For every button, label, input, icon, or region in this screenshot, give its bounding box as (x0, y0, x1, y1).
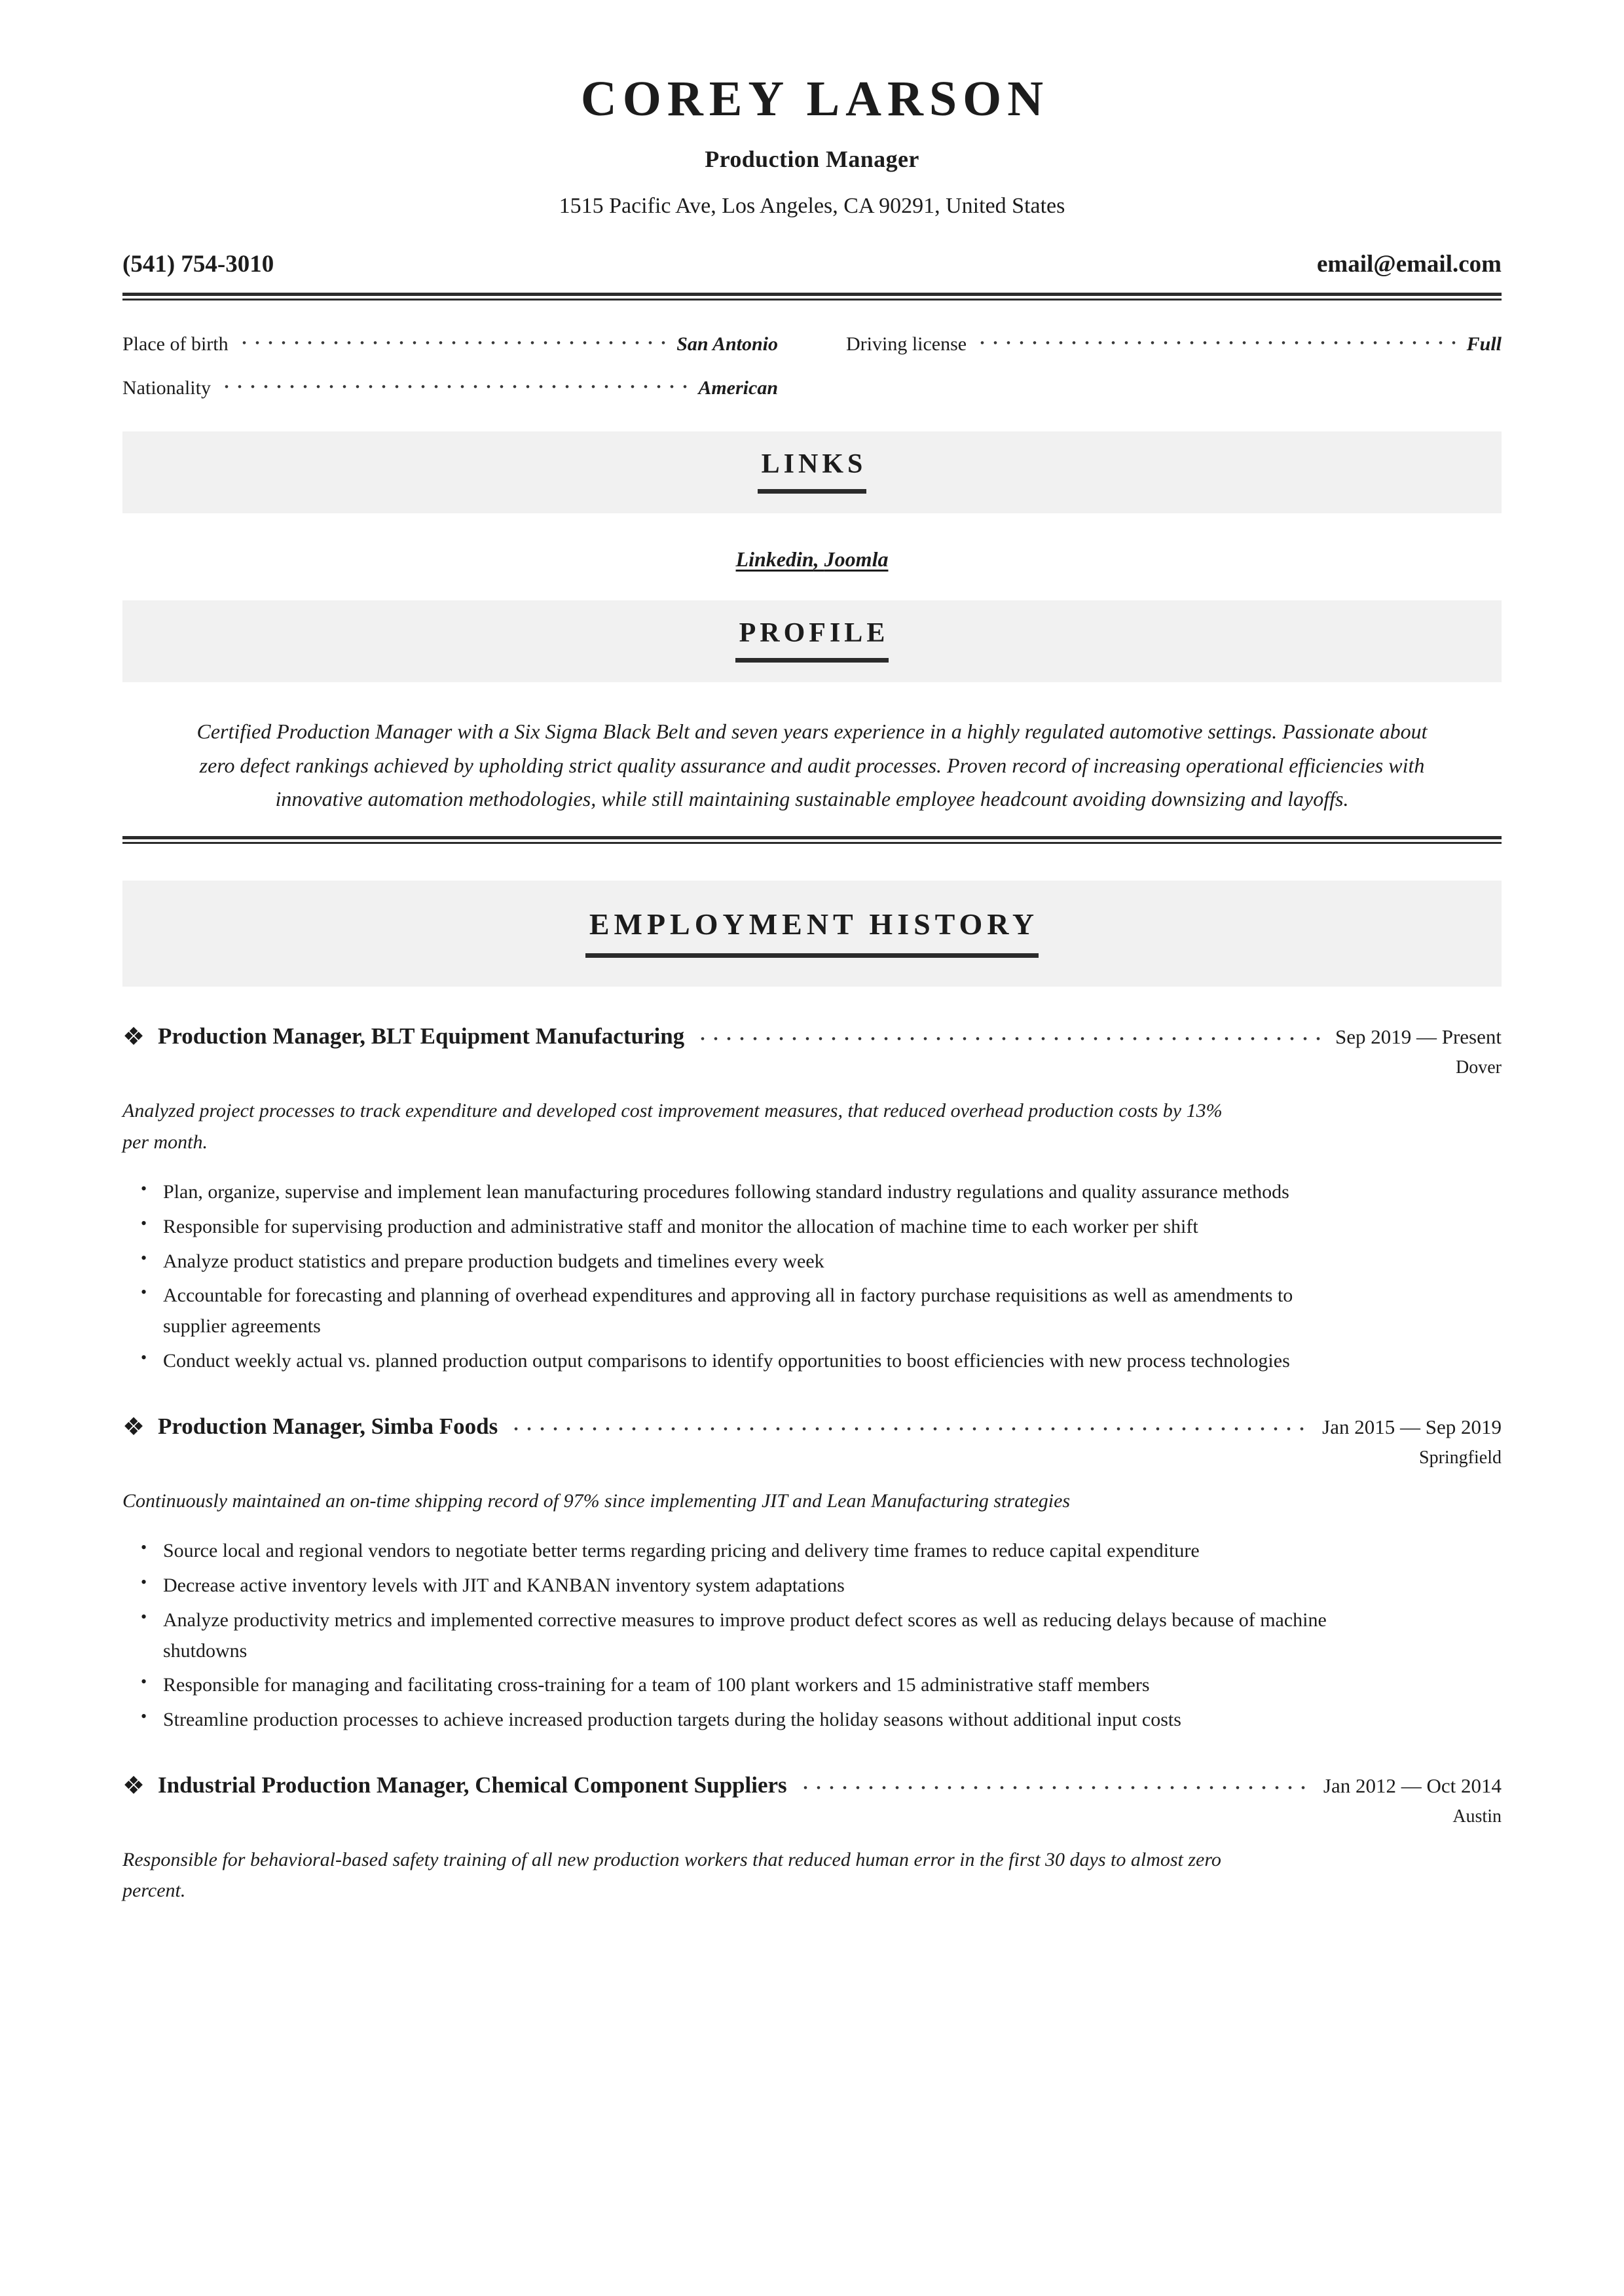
list-item: • Conduct weekly actual vs. planned production output comparisons to identify opportunities to boost efficiencies with new process technologies (163, 1346, 1329, 1377)
list-item: • Responsible for supervising production and administrative staff and monitor the allocation of machine time to each worker per shift (163, 1212, 1329, 1243)
diamond-cluster-icon: ❖ (122, 1772, 145, 1800)
entry-headline (122, 1772, 1502, 1798)
profile-divider (122, 836, 1502, 844)
list-item: • Decrease active inventory levels with JIT and KANBAN inventory system adaptations (163, 1571, 1329, 1601)
detail-driving-license (846, 329, 1502, 359)
entry-location: Austin (1452, 1806, 1502, 1827)
entry-bullet-list (122, 1536, 1502, 1736)
phone-number[interactable]: (541) 754-3010 (122, 250, 274, 278)
personal-details (122, 329, 1502, 403)
entry-dates: Jan 2012 — Oct 2014 (1323, 1774, 1502, 1798)
detail-value: American (698, 376, 778, 399)
employment-entry (122, 1413, 1502, 1736)
entry-location: Springfield (1419, 1447, 1502, 1468)
dot-leader (238, 331, 668, 350)
entry-location: Dover (1456, 1057, 1502, 1078)
dot-leader (509, 1423, 1310, 1434)
profile-paragraph: Certified Production Manager with a Six Sigma Black Belt and seven years experience in a highly regulated automotive settings. Passionate about zero defect rankings achieved by upholding strict quality assurance and audit processes. Proven record of increasing operational efficiencies with innovative automation methodologies, while still maintaining sustainable employee headcount avoiding downsizing and layoffs. (196, 719, 1428, 811)
entry-summary: Responsible for behavioral-based safety training of all new production workers that reduced human error in the first 30 days to almost zero percent. (122, 1849, 1221, 1902)
detail-place-of-birth (122, 329, 778, 359)
section-title: EMPLOYMENT HISTORY (585, 907, 1039, 958)
list-item: • Source local and regional vendors to negotiate better terms regarding pricing and delivery time frames to reduce capital expenditure (163, 1536, 1329, 1567)
candidate-address: 1515 Pacific Ave, Los Angeles, CA 90291, United States (559, 193, 1065, 218)
entry-headline (122, 1023, 1502, 1049)
link-linkedin[interactable]: Linkedin (735, 547, 814, 571)
entry-role: Production Manager, BLT Equipment Manufacturing (158, 1023, 685, 1049)
email-address[interactable]: email@email.com (1316, 250, 1502, 278)
links-list (122, 547, 1502, 572)
list-item: • Analyze product statistics and prepare production budgets and timelines every week (163, 1247, 1329, 1277)
entry-bullet-list (122, 1177, 1502, 1377)
detail-label: Driving license (846, 333, 967, 355)
section-title: LINKS (758, 448, 867, 494)
employment-entry (122, 1023, 1502, 1377)
resume-header (122, 0, 1502, 219)
entry-dates: Sep 2019 — Present (1335, 1025, 1502, 1049)
detail-label: Nationality (122, 376, 211, 399)
detail-value: San Antonio (676, 333, 778, 355)
employment-entry (122, 1772, 1502, 1906)
detail-nationality (122, 373, 778, 403)
link-separator: , (813, 547, 824, 571)
dot-leader (696, 1033, 1323, 1044)
section-header-profile (122, 600, 1502, 682)
list-item: • Analyze productivity metrics and implemented corrective measures to improve product defect scores as well as reducing delays because of machine shutdowns (163, 1605, 1329, 1667)
dot-leader (976, 331, 1458, 350)
detail-label: Place of birth (122, 333, 229, 355)
section-header-employment-history (122, 881, 1502, 987)
detail-value: Full (1466, 333, 1502, 355)
list-item: • Responsible for managing and facilitating cross-training for a team of 100 plant workers and 15 administrative staff members (163, 1670, 1329, 1701)
dot-leader (799, 1782, 1312, 1793)
contact-row (122, 250, 1502, 278)
entry-dates: Jan 2015 — Sep 2019 (1322, 1415, 1502, 1438)
dot-leader (220, 374, 689, 394)
entry-summary: Continuously maintained an on-time shipping record of 97% since implementing JIT and Lean Manufacturing strategies (122, 1489, 1071, 1512)
entry-summary: Analyzed project processes to track expenditure and developed cost improvement measures, that reduced overhead production costs by 13% per month. (122, 1100, 1223, 1153)
list-item: • Plan, organize, supervise and implement lean manufacturing procedures following standard industry regulations and quality assurance methods (163, 1177, 1329, 1208)
diamond-cluster-icon: ❖ (122, 1023, 145, 1051)
section-header-links (122, 431, 1502, 513)
entry-headline (122, 1413, 1502, 1440)
candidate-name: COREY LARSON (580, 71, 1050, 126)
list-item: • Accountable for forecasting and planning of overhead expenditures and approving all in factory purchase requisitions as well as amendments to supplier agreements (163, 1281, 1329, 1342)
section-title: PROFILE (735, 617, 889, 663)
candidate-job-title: Production Manager (705, 145, 919, 172)
diamond-cluster-icon: ❖ (122, 1413, 145, 1441)
header-divider (122, 293, 1502, 301)
entry-role: Production Manager, Simba Foods (158, 1413, 498, 1439)
entry-role: Industrial Production Manager, Chemical Component Suppliers (158, 1772, 787, 1798)
link-joomla[interactable]: Joomla (824, 547, 889, 571)
list-item: • Streamline production processes to achieve increased production targets during the holiday seasons without additional input costs (163, 1705, 1329, 1736)
